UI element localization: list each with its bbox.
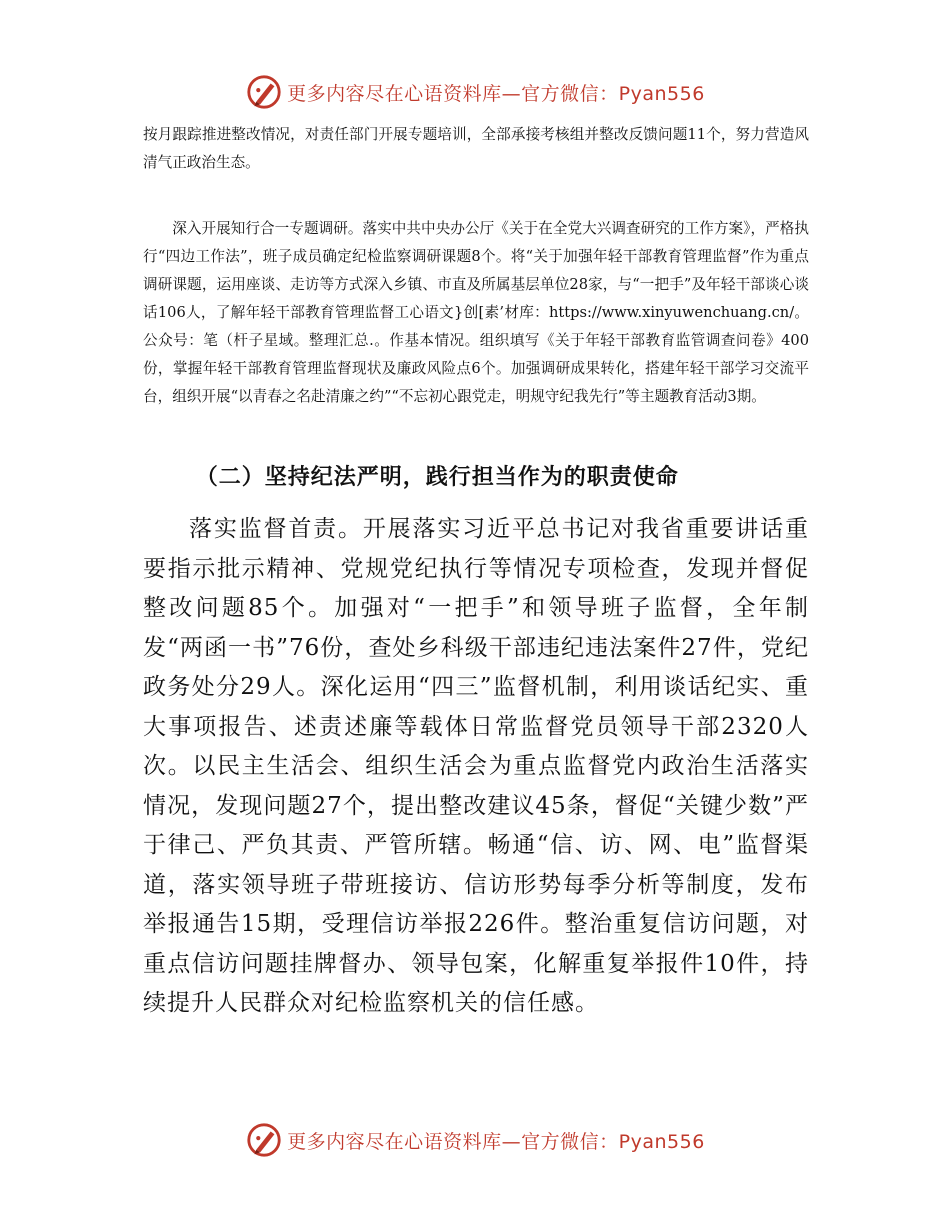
paragraph-research: 深入开展知行合一专题调研。落实中共中央办公厅《关于在全党大兴调查研究的工作方案》，严格执行“四边工作法”，班子成员确定纪检监察调研课题8个。将“关于加强年轻干部教育管理监督”作为重点调研课题，运用座谈、走访等方式深入乡镇、市直及所属基层单位28家，与“一把手”及年轻干部谈心谈话106人，了解年轻干部教育管理监督工心语文}创[素’材库：https://www.xinyuwenchuang.cn/。公众号：笔（杆子星域。整理汇总.。作基本情况。组织填写《关于年轻干部教育监管调查问卷》400份，掌握年轻干部教育管理监督现状及廉政风险点6个。加强调研成果转化，搭建年轻干部学习交流平台，组织开展“以青春之名赴清廉之约”“不忘初心跟党走，明规守纪我先行”等主题教育活动3期。 [143,220,809,405]
pen-logo-icon [245,73,283,111]
paragraph-supervision: 落实监督首责。开展落实习近平总书记对我省重要讲话重要指示批示精神、党规党纪执行等情况专项检查，发现并督促整改问题85个。加强对“一把手”和领导班子监督，全年制发“两函一书”76份，查处乡科级干部违纪违法案件27件，党纪政务处分29人。深化运用“四三”监督机制，利用谈话纪实、重大事项报告、述责述廉等载体日常监督党员领导干部2320人次。以民主生活会、组织生活会为重点监督党内政治生活落实情况，发现问题27个，提出整改建议45条，督促“关键少数”严于律己、严负其责、严管所辖。畅通“信、访、网、电”监督渠道，落实领导班子带班接访、信访形势每季分析等制度，发布举报通告15期，受理信访举报226件。整治重复信访问题，对重点信访问题挂牌督办、领导包案，化解重复举报件10件，持续提升人民群众对纪检监察机关的信任感。 [143,516,809,1016]
pen-logo-icon [245,1121,283,1159]
watermark-footer [0,1120,950,1160]
paragraph-rectification: 按月跟踪推进整改情况，对责任部门开展专题培训，全部承接考核组并整改反馈问题11个，努力营造风清气正政治生态。 [143,126,809,171]
watermark-header [0,72,950,112]
watermark-text: 更多内容尽在心语资料库—官方微信：Pyan556 [287,1130,705,1153]
watermark-text: 更多内容尽在心语资料库—官方微信：Pyan556 [287,82,705,105]
section-heading: （二）坚持纪法严明，践行担当作为的职责使命 [195,464,679,490]
